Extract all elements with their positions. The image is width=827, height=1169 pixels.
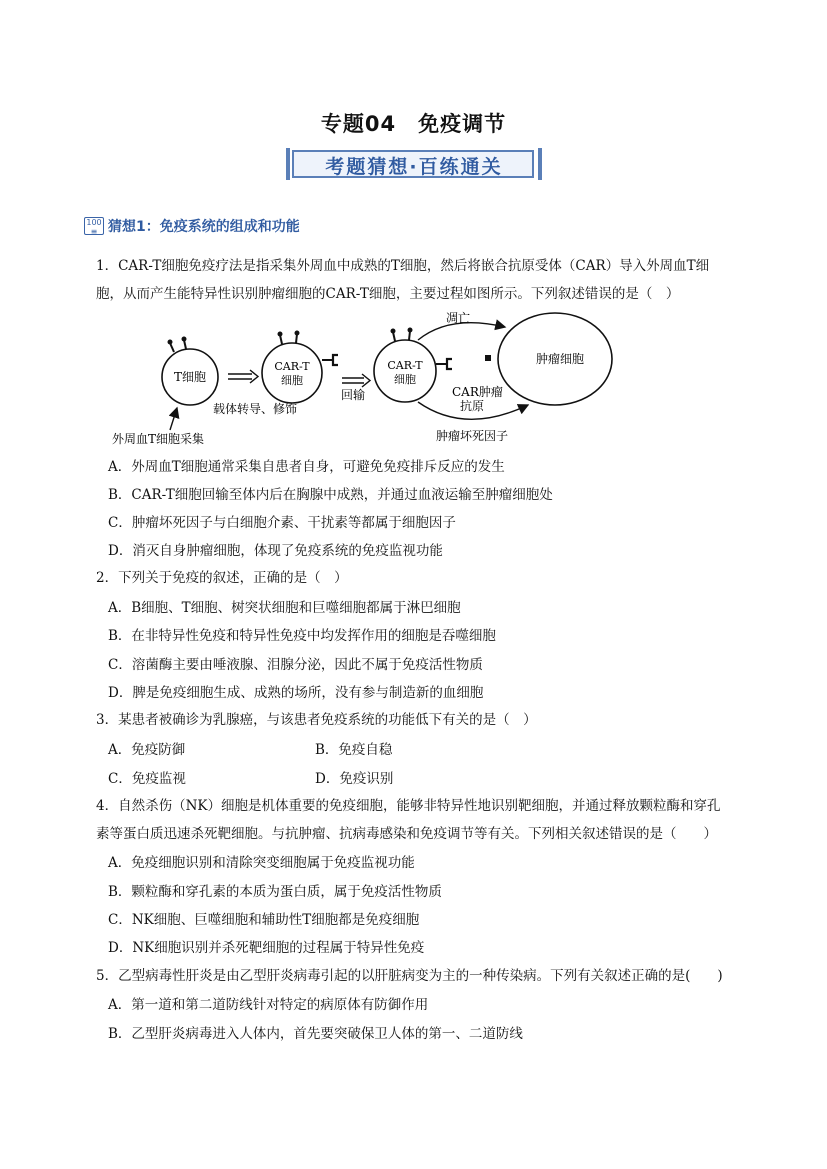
q1-option-b: B．CAR-T细胞回输至体内后在胸腺中成熟，并通过血液运输至肿瘤细胞处 — [108, 487, 553, 503]
step1-label: 载体转导、修饰 — [213, 402, 298, 416]
tnf-label: 肿瘤坏死因子 — [436, 429, 509, 443]
question-2 — [96, 564, 736, 592]
antigen-bottom: 抗原 — [460, 399, 485, 413]
q1-option-d: D．消灭自身肿瘤细胞，体现了免疫系统的免疫监视功能 — [108, 543, 443, 559]
q2-option-a: A．B细胞、T细胞、树突状细胞和巨噬细胞都属于淋巴细胞 — [108, 600, 461, 616]
q5-option-a: A．第一道和第二道防线针对特定的病原体有防御作用 — [108, 997, 429, 1013]
q1-option-a: A．外周血T细胞通常采集自患者自身，可避免免疫排斥反应的发生 — [108, 459, 505, 475]
collect-label: 外周血T细胞采集 — [112, 432, 205, 446]
q3-option-c: C．免疫监视 — [108, 771, 186, 787]
section-label: 猜想1：免疫系统的组成和功能 — [108, 219, 300, 235]
t-cell-label: T细胞 — [173, 370, 207, 384]
question-4-stem-line2: 素等蛋白质迅速杀死靶细胞。与抗肿瘤、抗病毒感染和免疫调节等有关。下列相关叙述错误的是（ ） — [96, 826, 717, 842]
q2-option-b: B．在非特异性免疫和特异性免疫中均发挥作用的细胞是吞噬细胞 — [108, 628, 496, 644]
tumor-label: 肿瘤细胞 — [535, 352, 585, 366]
q4-option-b: B．颗粒酶和穿孔素的本质为蛋白质，属于免疫活性物质 — [108, 884, 442, 900]
car-t-1-bottom: 细胞 — [281, 374, 303, 387]
q3-option-b: B．免疫自稳 — [315, 742, 393, 758]
q4-option-d: D．NK细胞识别并杀死靶细胞的过程属于特异性免疫 — [108, 940, 425, 956]
apoptosis-label: 凋亡 — [446, 311, 471, 325]
car-t-cell-1 — [262, 331, 338, 404]
antigen-top: CAR肿瘤 — [452, 385, 503, 399]
question-3-stem: 3．某患者被确诊为乳腺癌，与该患者免疫系统的功能低下有关的是（ ） — [96, 712, 537, 728]
question-4 — [96, 792, 736, 848]
car-t-2-top: CAR-T — [387, 359, 423, 372]
question-5 — [96, 962, 736, 990]
car-t-1-top: CAR-T — [274, 360, 310, 373]
question-1-stem-line1: 1．CAR-T细胞免疫疗法是指采集外周血中成熟的T细胞，然后将嵌合抗原受体（CAR）导入外周血T细 — [96, 258, 710, 274]
question-2-stem: 2．下列关于免疫的叙述，正确的是（ ） — [96, 570, 348, 586]
question-1-stem-line2: 胞，从而产生能特异性识别肿瘤细胞的CAR-T细胞，主要过程如图所示。下列叙述错误的是（ ） — [96, 286, 680, 302]
car-t-2-bottom: 细胞 — [394, 373, 416, 386]
question-4-stem-line1: 4．自然杀伤（NK）细胞是机体重要的免疫细胞，能够非特异性地识别靶细胞，并通过释放颗粒酶和穿孔 — [96, 798, 721, 814]
q5-option-b: B．乙型肝炎病毒进入人体内，首先要突破保卫人体的第一、二道防线 — [108, 1026, 523, 1042]
car-t-diagram — [0, 300, 827, 460]
q1-option-c: C．肿瘤坏死因子与白细胞介素、干扰素等都属于细胞因子 — [108, 515, 456, 531]
q4-option-a: A．免疫细胞识别和清除突变细胞属于免疫监视功能 — [108, 855, 415, 871]
arrow-1 — [228, 370, 258, 383]
q2-option-d: D．脾是免疫细胞生成、成熟的场所，没有参与制造新的血细胞 — [108, 685, 484, 701]
t-cell — [162, 337, 218, 406]
apoptosis-arrow — [418, 323, 505, 340]
score-sheet-icon: 100 ≡ — [84, 217, 104, 235]
section-heading — [84, 215, 300, 237]
page-title: 专题04 免疫调节 — [320, 112, 507, 136]
score-sheet-icon-label: 100 — [86, 218, 102, 227]
q2-option-c: C．溶菌酶主要由唾液腺、泪腺分泌，因此不属于免疫活性物质 — [108, 657, 483, 673]
car-t-cell-2 — [374, 328, 452, 403]
title-banner — [286, 148, 542, 182]
banner-text: 考题猜想·百练通关 — [325, 156, 503, 178]
q4-option-c: C．NK细胞、巨噬细胞和辅助性T细胞都是免疫细胞 — [108, 912, 420, 928]
collect-arrow — [170, 408, 177, 430]
q3-option-d: D．免疫识别 — [315, 771, 394, 787]
question-5-stem: 5．乙型病毒性肝炎是由乙型肝炎病毒引起的以肝脏病变为主的一种传染病。下列有关叙述正确的是( ) — [96, 968, 723, 984]
q3-option-a: A．免疫防御 — [108, 742, 186, 758]
step2-label: 回输 — [341, 388, 366, 402]
arrow-2 — [342, 374, 370, 387]
question-3 — [96, 706, 736, 734]
